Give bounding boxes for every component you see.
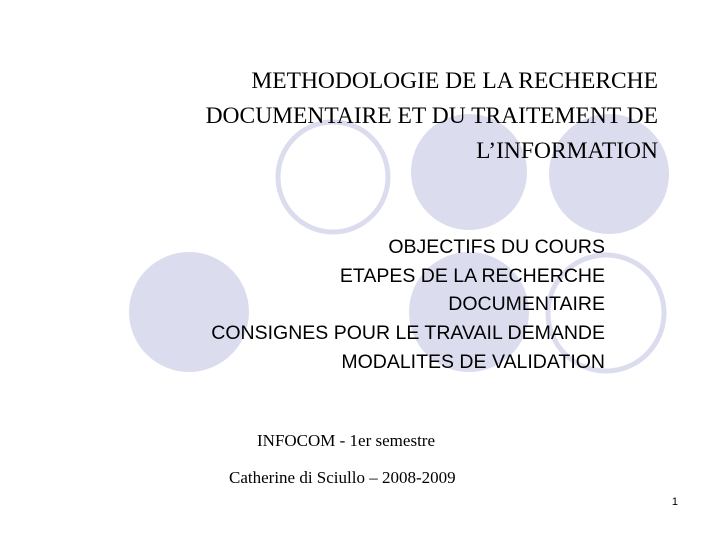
author-label: Catherine di Sciullo – 2008-2009 bbox=[229, 468, 456, 487]
agenda-item-modalites: MODALITES DE VALIDATION bbox=[341, 350, 605, 373]
agenda-item-etapes-cont: DOCUMENTAIRE bbox=[448, 293, 605, 316]
slide-title bbox=[60, 64, 658, 169]
course-label: INFOCOM - 1er semestre bbox=[257, 431, 435, 450]
agenda-item-consignes: CONSIGNES POUR LE TRAVAIL DEMANDE bbox=[211, 322, 605, 345]
agenda-list bbox=[80, 233, 605, 377]
agenda-item-etapes: ETAPES DE LA RECHERCHE bbox=[339, 264, 605, 287]
title-line-2: DOCUMENTAIRE ET DU TRAITEMENT DE bbox=[205, 103, 658, 129]
title-line-3: L’INFORMATION bbox=[476, 138, 658, 164]
page-number: 1 bbox=[671, 496, 678, 508]
title-line-1: METHODOLOGIE DE LA RECHERCHE bbox=[251, 68, 658, 94]
agenda-item-objectifs: OBJECTIFS DU COURS bbox=[388, 236, 605, 258]
